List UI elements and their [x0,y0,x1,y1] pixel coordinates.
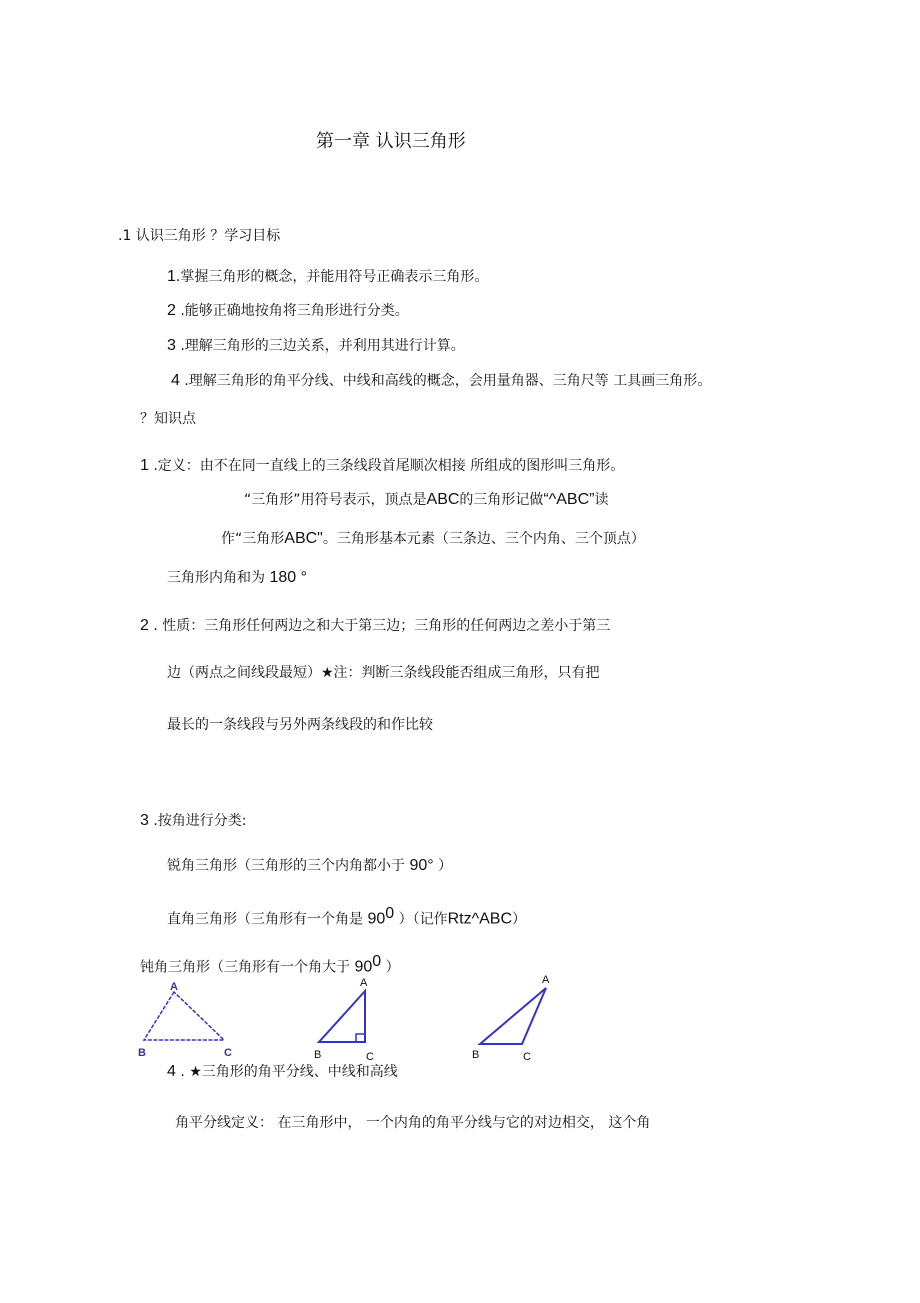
acute-triangle-shape [144,992,224,1040]
text-run: 锐角三角形（三角形的三个内角都小于 [167,858,405,874]
point-number: 4 [167,1063,176,1080]
text-run: 180 ° [269,569,307,586]
page-title: 第一章 认识三角形 [316,131,466,152]
vertex-label-a: A [360,977,368,989]
acute-triangle-svg [136,980,236,1060]
obtuse-triangle-figure [468,970,568,1066]
section-heading: .1 认识三角形 ？学习目标 [118,228,281,244]
goal-item [167,301,409,321]
acute-triangle-def [167,856,452,876]
text-run: 的三角形记做 [459,492,544,508]
point-text: . 性质：三角形任何两边之和大于第三边；三角形的任何两边之差小于第三 [153,618,611,634]
goal-text: .掌握三角形的概念，并能用符号正确表示三角形。 [175,269,489,285]
goal-number: 2 [167,302,176,319]
point-text: . ★三角形的角平分线、中线和高线 [180,1064,398,1080]
point2-property [140,616,610,636]
vertex-label-a: A [170,981,178,993]
vertex-label-c: C [523,1051,531,1063]
text-run: “^ABC” [543,491,595,508]
text-run: 90 [367,910,386,928]
text-run: ABC" [284,530,323,547]
goal-text: .理解三角形的角平分线、中线和高线的概念，会用量角器、三角尺等 工具画三角形。 [184,373,712,389]
bisector-definition: 角平分线定义： 在三角形中， 一个内角的角平分线与它的对边相交， 这个角 [175,1115,651,1131]
point-number: 3 [140,812,149,829]
text-run: “三角形”用符号表示，顶点是 [244,492,427,508]
obtuse-triangle-shape [480,988,546,1044]
point4-heading [167,1062,398,1082]
vertex-label-a: A [542,974,550,986]
text-run: 直角三角形（三角形有一个角是 [167,911,363,928]
point-number: 1 [140,457,149,474]
text-run: 90° [409,857,434,874]
right-angle-mark [356,1034,365,1042]
goal-text: .理解三角形的三边关系，并利用其进行计算。 [180,338,465,354]
point1-definition [140,456,624,476]
text-run: ） [512,911,527,928]
goal-text: .能够正确地按角将三角形进行分类。 [180,303,409,319]
text-run: ABC [426,491,460,508]
vertex-label-b: B [138,1047,146,1059]
point-number: 2 [140,617,149,634]
point1-angle-sum [167,568,307,588]
goal-item [167,336,465,356]
goal-number: 4 [171,372,180,389]
right-triangle-svg [310,972,390,1064]
goal-item [171,371,711,391]
acute-triangle-figure [136,980,236,1060]
point-text: .定义：由不在同一直线上的三条线段首尾顺次相接 所组成的图形叫三角形。 [153,458,625,474]
knowledge-heading: ？知识点 [140,411,196,427]
obtuse-triangle-svg [468,970,568,1066]
text-run: Rtz^ABC [447,910,513,928]
text-run: 0 [385,905,395,922]
goal-number: 3 [167,337,176,354]
point1-elements [221,529,645,549]
vertex-label-c: C [224,1047,232,1059]
text-run: 三角形内角和为 [167,570,265,586]
point-text: .按角进行分类: [153,813,247,829]
point2-line3: 最长的一条线段与另外两条线段的和作比较 [167,717,433,733]
text-run: ） [438,858,453,874]
goal-item [167,267,488,287]
right-triangle-def [167,904,526,930]
point2-line2: 边（两点之间线段最短）★注：判断三条线段能否组成三角形，只有把 [167,665,600,681]
text-run: 。三角形基本元素（三条边、三个内角、三个顶点） [322,531,645,547]
vertex-label-b: B [472,1049,480,1061]
point1-notation [244,490,608,510]
text-run: 读 [594,492,609,508]
point3-classification [140,811,247,831]
vertex-label-b: B [314,1049,322,1061]
text-run: ）（记作 [398,911,448,928]
vertex-label-c: C [366,1051,374,1063]
text-run: 0 [372,953,382,970]
right-triangle-figure [310,972,390,1064]
text-run: 钝角三角形（三角形有一个角大于 [140,959,350,976]
text-run: 作“三角形 [221,531,285,547]
text-run: ） [385,959,400,976]
text-run: 90 [354,958,373,976]
goal-number: 1 [167,268,176,285]
